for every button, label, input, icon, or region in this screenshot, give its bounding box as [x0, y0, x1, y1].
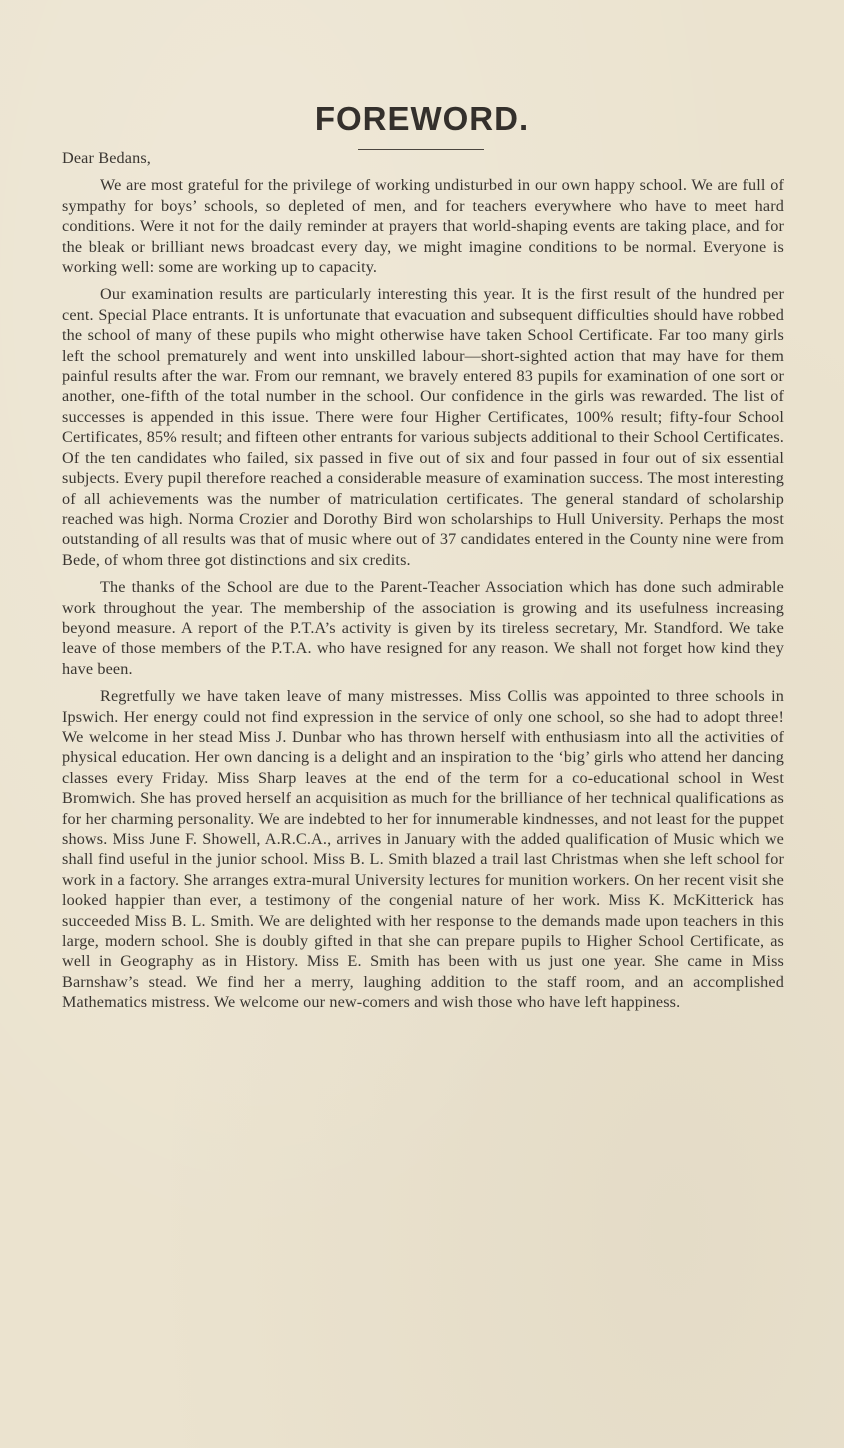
salutation: Dear Bedans, [62, 149, 151, 167]
paragraph-gratitude: We are most grateful for the privilege of working undisturbed in our own happy school. We are full of sympathy for boys’ schools, so depleted of men, and for teachers everywhere who have to meet hard conditions. Were it not for the daily reminder at prayers that world-shaping events are taking place, and for the bleak or brilliant news broadcast every day, we might imagine conditions to be normal. Everyone is working well: some are working up to capacity. [62, 176, 784, 277]
paragraph-parent-teacher-association: The thanks of the School are due to the Parent-Teacher Association which has done such admirable work throughout the year. The membership of the association is growing and its usefulness increasing beyond measure. A report of the P.T.A’s activity is given by its tireless secretary, Mr. Standford. We take leave of those members of the P.T.A. who have resigned for any reason. We shall not forget how kind they have been. [62, 578, 784, 678]
foreword-body [62, 148, 784, 1013]
page-title: FOREWORD. [314, 100, 530, 137]
paragraph-examination-results: Our examination results are particularly interesting this year. It is the first result of the hundred per cent. Special Place entrants. It is unfortunate that evacuation and subsequent difficulties should have robbed the school of many of these pupils who might otherwise have taken School Certificate. Far too many girls left the school prematurely and went into unskilled labour—short-sighted action that may have for them painful results after the war. From our remnant, we bravely entered 83 pupils for examination of one sort or another, one-fifth of the total number in the school. Our confidence in the girls was rewarded. The list of successes is appended in this issue. There were four Higher Certificates, 100% result; fifty-four School Certificates, 85% result; and fifteen other entrants for various subjects additional to their School Certificates. Of the ten candidates who failed, six passed in five out of six and four passed in four out of six essential subjects. Every pupil therefore reached a considerable measure of examination success. The most interesting of all achievements was the number of matriculation certificates. The general standard of scholarship reached was high. Norma Crozier and Dorothy Bird won scholarships to Hull University. Perhaps the most outstanding of all results was that of music where out of 37 candidates entered in the County nine were from Bede, of whom three got distinctions and six credits. [62, 285, 784, 569]
paragraph-staff-changes: Regretfully we have taken leave of many mistresses. Miss Collis was appointed to three schools in Ipswich. Her energy could not find expression in the service of only one school, so she had to adopt three! We welcome in her stead Miss J. Dunbar who has thrown herself with enthusiasm into all the activities of physical education. Her own dancing is a delight and an inspiration to the ‘big’ girls who attend her dancing classes every Friday. Miss Sharp leaves at the end of the term for a co-educational school in West Bromwich. She has proved herself an acquisition as much for the brilliance of her technical qualifications as for her charming personality. We are indebted to her for innumerable kindnesses, and not least for the puppet shows. Miss June F. Showell, A.R.C.A., arrives in January with the added qualification of Music which we shall find useful in the junior school. Miss B. L. Smith blazed a trail last Christmas when she left school for work in a factory. She arranges extra-mural University lectures for munition workers. On her recent visit she looked happier than ever, a testimony of the congenial nature of her work. Miss K. McKitterick has succeeded Miss B. L. Smith. We are delighted with her response to the demands made upon teachers in this large, modern school. She is doubly gifted in that she can prepare pupils to Higher School Certificate, as well in Geography as in History. Miss E. Smith has been with us just one year. She came in Miss Barnshaw’s stead. We find her a merry, laughing addition to the staff room, and an accomplished Mathematics mistress. We welcome our new-comers and wish those who have left happiness. [62, 687, 784, 1012]
